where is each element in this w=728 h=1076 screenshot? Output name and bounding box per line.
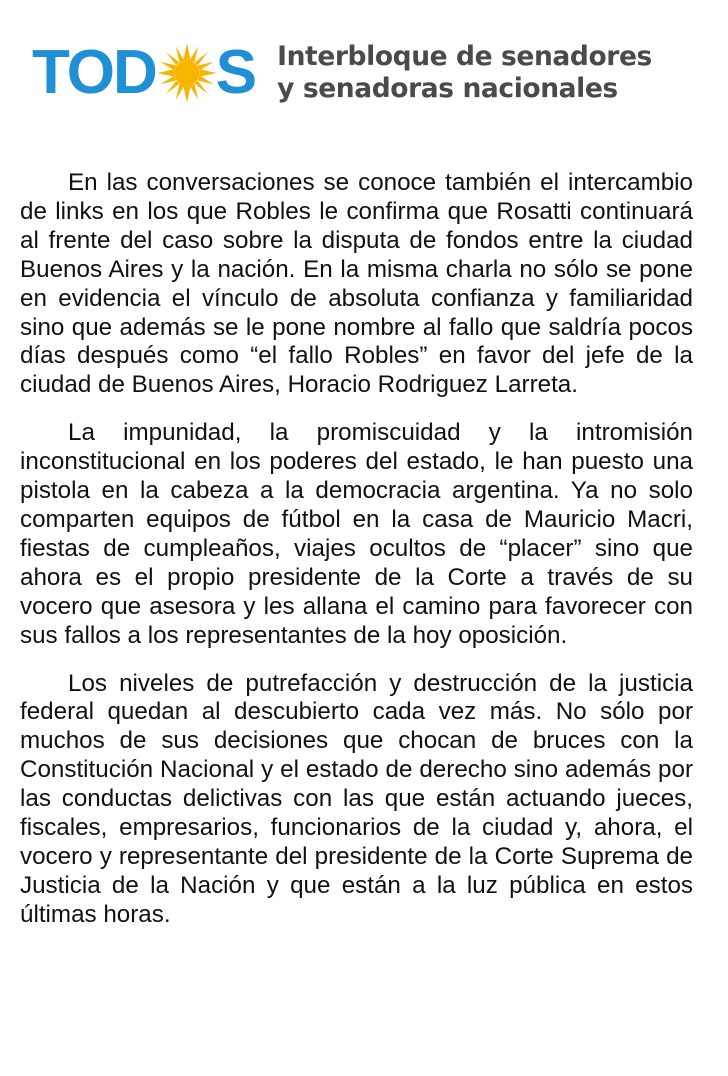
paragraph-3: Los niveles de putrefacción y destrucción de la justicia federal quedan al descubierto cada vez más. No sólo por muchos de sus decisiones que chocan de bruces con la Constitución Nacional y el estado de derecho sino además por las conductas delictivas con las que están actuando jueces, fiscales, empresarios, funcionarios de la ciudad y, ahora, el vocero y representante del presidente de la Corte Suprema de Justicia de la Nación y que están a la luz pública en estos últimas horas.: [20, 669, 693, 928]
organization-name: [277, 41, 652, 105]
paragraph-2: La impunidad, la promiscuidad y la intromisión inconstitucional en los poderes del estado, le han puesto una pistola en la cabeza a la democracia argentina. Ya no solo comparten equipos de fútbol en la casa de Mauricio Macri, fiestas de cumpleaños, viajes ocultos de “placer” sino que ahora es el propio presidente de la Corte a través de su vocero que asesora y les allana el camino para favorecer con sus fallos a los representantes de la hoy oposición.: [20, 419, 693, 649]
paragraph-1: En las conversaciones se conoce también el intercambio de links en los que Robles le confirma que Rosatti continuará al frente del caso sobre la disputa de fondos entre la ciudad Buenos Aires y la nación. En la misma charla no sólo se pone en evidencia el vínculo de absoluta confianza y familiaridad sino que además se le pone nombre al fallo que saldría pocos días después como “el fallo Robles” en favor del jefe de la ciudad de Buenos Aires, Horacio Rodriguez Larreta.: [20, 169, 693, 399]
sun-icon: [156, 42, 218, 104]
organization-name-line-1: Interbloque de senadores: [277, 41, 652, 72]
document-body: [20, 169, 693, 949]
organization-name-line-2: y senadoras nacionales: [277, 73, 618, 104]
todos-logo: [32, 28, 255, 118]
header: [32, 28, 712, 118]
logo-text-left: TOD: [32, 38, 156, 107]
logo-text-right: S: [215, 38, 256, 107]
